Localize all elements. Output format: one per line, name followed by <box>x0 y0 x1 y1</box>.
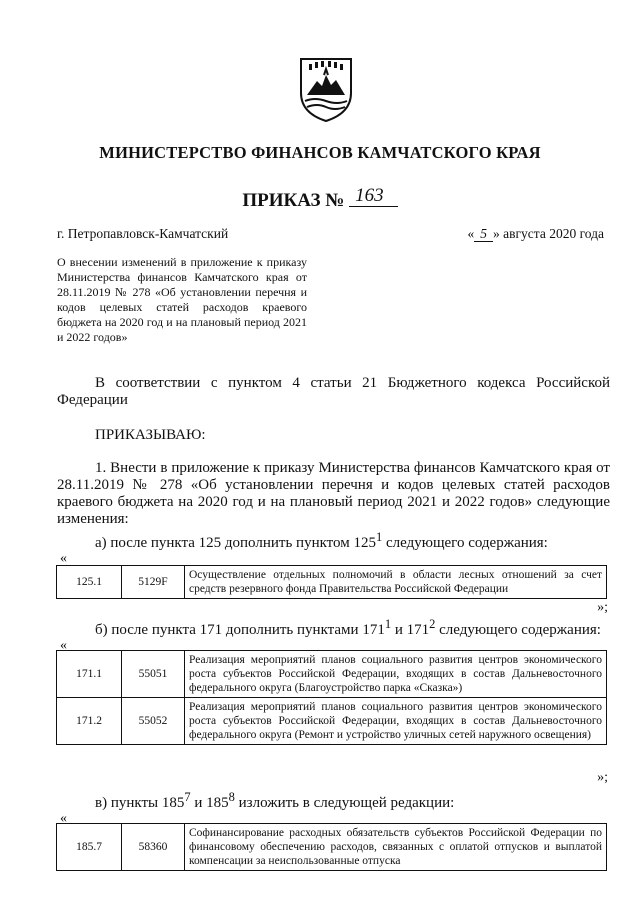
order-date <box>468 226 605 242</box>
date-rest: » августа 2020 года <box>493 226 604 241</box>
table-c <box>56 823 607 871</box>
sub-b-post: следующего содержания: <box>435 622 601 638</box>
row-number: 171.1 <box>57 651 122 698</box>
sub-c-sup1: 7 <box>184 790 191 804</box>
sub-b-mid: и 171 <box>391 622 430 638</box>
sub-c-pre: в) пункты 185 <box>95 795 185 811</box>
close-quote-b: »; <box>597 770 608 785</box>
sub-a-post: следующего содержания: <box>382 535 548 551</box>
table-b <box>56 650 607 745</box>
sub-item-a <box>95 530 548 552</box>
date-open-quote: « <box>467 226 475 241</box>
table-row <box>57 651 607 698</box>
sub-b-sup2: 2 <box>429 617 436 631</box>
order-label: ПРИКАЗ № <box>242 190 345 211</box>
sub-a-sup: 1 <box>376 530 383 544</box>
order-word: ПРИКАЗЫВАЮ: <box>95 427 206 443</box>
item-1: 1. Внести в приложение к приказу Министерства финансов Камчатского края от 28.11.2019 № 278 «Об установлении перечня и кодов целевых статей расходов краевого бюджета на 2020 год и на плановый период 2021 и 2022 годов» следующие изменения: <box>57 460 610 527</box>
sub-item-c <box>95 790 454 812</box>
open-quote-b: « <box>60 638 67 653</box>
order-title <box>0 185 640 212</box>
sub-a-pre: а) после пункта 125 дополнить пунктом 125 <box>95 535 377 551</box>
close-quote-a: »; <box>597 600 608 615</box>
table-row <box>57 698 607 745</box>
sub-b-sup1: 1 <box>384 617 392 631</box>
row-code: 55052 <box>122 698 185 745</box>
open-quote-a: « <box>60 551 67 566</box>
row-description: Осуществление отдельных полномочий в области лесных отношений за счет средств резервного фонда Правительства Российской Федерации <box>185 566 607 599</box>
sub-b-pre: б) после пункта 171 дополнить пунктами 171 <box>95 622 385 638</box>
row-code: 58360 <box>122 824 185 871</box>
ministry-title: МИНИСТЕРСТВО ФИНАНСОВ КАМЧАТСКОГО КРАЯ <box>99 143 541 162</box>
sub-c-post: изложить в следующей редакции: <box>234 795 455 811</box>
table-row <box>57 566 607 599</box>
row-description: Софинансирование расходных обязательств субъектов Российской Федерации по финансовому обеспечению расходов, связанных с оплатой отпусков и выплатой компенсации за неиспользованные отпуска <box>185 824 607 871</box>
row-code: 5129F <box>122 566 185 599</box>
row-number: 185.7 <box>57 824 122 871</box>
row-description: Реализация мероприятий планов социального развития центров экономического роста субъектов Российской Федерации, входящих в состав Дальневосточного федерального округа (Благоустройство парка «Сказка») <box>185 651 607 698</box>
open-quote-c: « <box>60 811 67 826</box>
row-number: 171.2 <box>57 698 122 745</box>
order-number: 163 <box>349 185 398 207</box>
sub-c-mid: и 185 <box>190 795 229 811</box>
date-day: 5 <box>474 226 493 242</box>
order-subject: О внесении изменений в приложение к приказу Министерства финансов Камчатского края от 28.11.2019 № 278 «Об установлении перечня и кодов целевых статей расходов краевого бюджета на 2020 год и на плановый период 2021 и 2022 годов» <box>57 255 307 344</box>
table-a <box>56 565 607 599</box>
coat-of-arms-icon <box>297 55 355 123</box>
sub-c-sup2: 8 <box>228 790 235 804</box>
table-row <box>57 824 607 871</box>
city: г. Петропавловск-Камчатский <box>57 226 229 241</box>
preamble: В соответствии с пунктом 4 статьи 21 Бюджетного кодекса Российской Федерации <box>57 375 610 408</box>
sub-item-b <box>95 617 601 639</box>
row-number: 125.1 <box>57 566 122 599</box>
row-code: 55051 <box>122 651 185 698</box>
row-description: Реализация мероприятий планов социального развития центров экономического роста субъектов Российской Федерации, входящих в состав Дальневосточного федерального округа (Ремонт и устройство уличных сетей наружного освещения) <box>185 698 607 745</box>
